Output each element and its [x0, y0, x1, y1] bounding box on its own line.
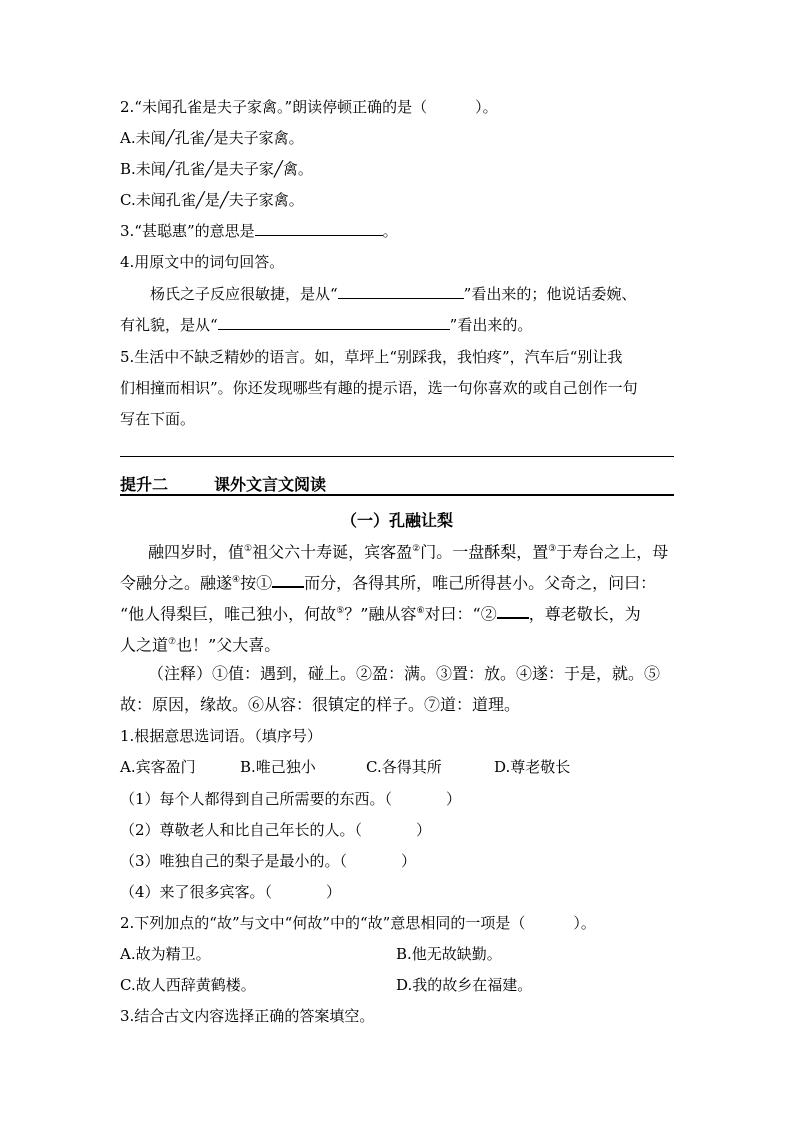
q1-item-3: （3）唯独自己的梨子是最小的。（ ） — [120, 852, 417, 870]
answer-line[interactable] — [120, 456, 674, 457]
passage-line-1: 融四岁时，值①祖父六十寿诞，宾客盈②门。一盘酥梨，置③于寿台之上，母 — [148, 542, 669, 562]
answer-blank[interactable] — [497, 603, 529, 619]
q2-option-c: C.未闻孔雀╱是╱夫子家禽。 — [120, 191, 304, 209]
section-header — [120, 468, 674, 496]
q4-line-2: 有礼貌，是从“ ”看出来的。 — [120, 316, 533, 334]
passage-line-3: “他人得梨巨，唯己独小，何故⑤？”融从容⑥对曰：“② ，尊老敬长，为 — [120, 604, 641, 624]
q2b-option-b: B.他无故缺勤。 — [396, 945, 502, 963]
answer-blank[interactable] — [255, 221, 383, 236]
question-3b: 3.结合古文内容选择正确的答案填空。 — [120, 1007, 375, 1025]
q2b-option-a: A.故为精卫。 — [120, 945, 211, 963]
q2-option-b: B.未闻╱孔雀╱是夫子家╱禽。 — [120, 160, 313, 178]
passage-line-2: 令融分之。融遂④按① 而分，各得其所，唯己所得甚小。父奇之，问曰： — [120, 573, 657, 593]
answer-blank[interactable] — [218, 315, 450, 330]
question-1: 1.根据意思选词语。（填序号） — [120, 727, 322, 745]
q1-item-1: （1）每个人都得到自己所需要的东西。（ ） — [120, 790, 462, 808]
passage-line-4: 人之道⑦也！”父大喜。 — [120, 635, 281, 655]
passage-title: （一）孔融让梨 — [340, 511, 453, 530]
question-2b: 2.下列加点的“故”与文中“何故”中的“故”意思相同的一项是（ ）。 — [120, 914, 596, 932]
question-5-line-3: 写在下面。 — [120, 410, 196, 428]
answer-blank[interactable] — [272, 572, 304, 588]
q1-option-b: B.唯己独小 — [240, 758, 316, 776]
q2b-option-d: D.我的故乡在福建。 — [396, 976, 533, 994]
q1-option-d: D.尊老敬长 — [494, 758, 571, 776]
question-2: 2.“未闻孔雀是夫子家禽。”朗读停顿正确的是（ ）。 — [120, 98, 498, 116]
q1-item-4: （4）来了很多宾客。（ ） — [120, 883, 342, 901]
q4-line-1: 杨氏之子反应很敏捷，是从“ ”看出来的；他说话委婉、 — [150, 285, 637, 303]
question-5-line-1: 5.生活中不缺乏精妙的语言。如，草坪上“别踩我，我怕疼”，汽车后“别让我 — [120, 348, 623, 366]
q2-option-a: A.未闻╱孔雀╱是夫子家禽。 — [120, 129, 304, 147]
section-label: 提升二 — [120, 475, 169, 494]
q2b-option-c: C.故人西辞黄鹤楼。 — [120, 976, 256, 994]
notes-line-2: 故：原因，缘故。⑥从容：很镇定的样子。⑦道：道理。 — [120, 695, 521, 714]
q1-item-2: （2）尊敬老人和比自己年长的人。（ ） — [120, 821, 432, 839]
section-name: 课外文言文阅读 — [214, 475, 327, 494]
q1-option-a: A.宾客盈门 — [120, 758, 196, 776]
notes-line-1: （注释）①值：遇到，碰上。②盈：满。③置：放。④遂：于是，就。⑤ — [148, 664, 661, 683]
answer-blank[interactable] — [338, 284, 464, 299]
question-5-line-2: 们相撞而相识”。你还发现哪些有趣的提示语，选一句你喜欢的或自己创作一句 — [120, 379, 638, 397]
question-4: 4.用原文中的词句回答。 — [120, 253, 285, 271]
question-3: 3.“甚聪惠”的意思是 。 — [120, 222, 398, 240]
q1-option-c: C.各得其所 — [366, 758, 442, 776]
